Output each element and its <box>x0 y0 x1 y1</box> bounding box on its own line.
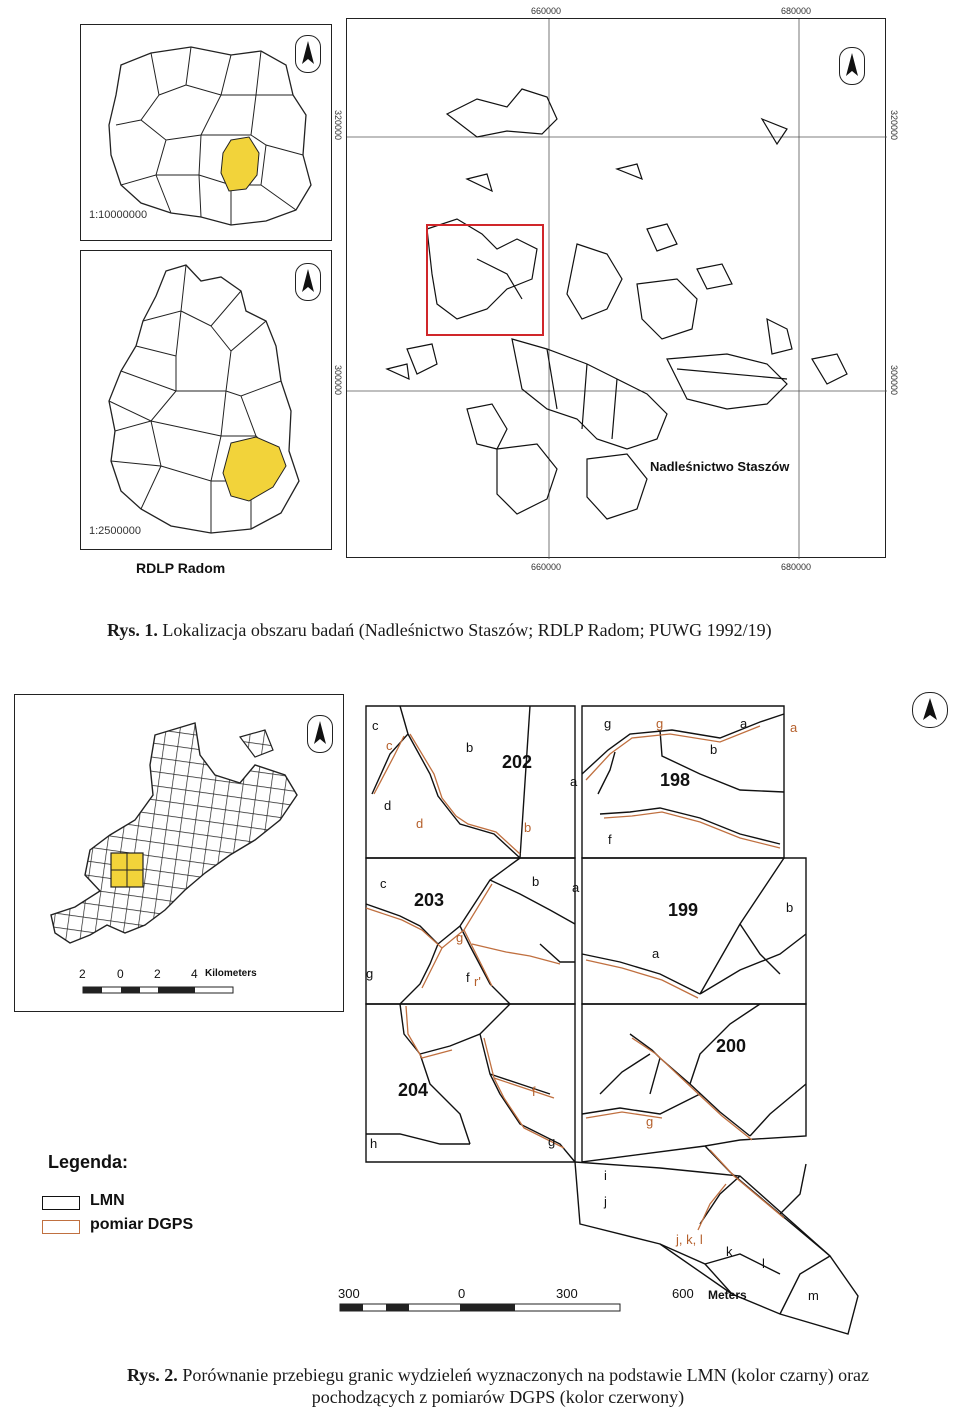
label-black: a <box>570 774 578 789</box>
coord-bottom-left: 660000 <box>531 562 562 572</box>
compartment-map <box>360 694 858 1338</box>
coord-side-left-lower: 300000 <box>333 365 343 396</box>
north-arrow-icon <box>839 47 865 85</box>
map-label: Nadleśnictwo Staszów <box>650 459 790 474</box>
coord-top-left: 660000 <box>531 6 562 16</box>
label-black: b <box>532 874 540 889</box>
label-black: h <box>370 1136 378 1151</box>
rdlp-scale: 1:2500000 <box>89 525 141 537</box>
inset-scale-label-3: 4 <box>191 967 198 981</box>
poland-inset-panel <box>80 24 332 241</box>
label-black: f <box>608 832 612 847</box>
staszow-map <box>347 19 887 559</box>
north-arrow-icon <box>295 35 321 73</box>
detail-scale-0: 0 <box>458 1286 466 1301</box>
label-black: b <box>466 740 474 755</box>
label-red: f <box>532 1084 536 1099</box>
label-black: a <box>652 946 660 961</box>
label-black: g <box>548 1134 556 1149</box>
label-black: b <box>710 742 718 757</box>
north-arrow-icon <box>307 715 333 753</box>
label-black: d <box>384 798 392 813</box>
highlight-region-rdlp <box>223 437 286 501</box>
compartment-map-panel <box>338 694 858 1338</box>
label-black: k <box>726 1244 733 1259</box>
figure2-caption-text-1: Porównanie przebiegu granic wydzieleń wyznaczonych na podstawie LMN (kolor czarny) oraz <box>182 1365 870 1385</box>
coord-side-left-upper: 320000 <box>333 110 343 141</box>
highlight-region-poland <box>221 137 259 191</box>
compartment-203: 203 <box>414 890 445 910</box>
label-black: i <box>604 1168 607 1183</box>
legend-label-lmn: LMN <box>90 1192 125 1209</box>
label-red: r' <box>474 974 481 989</box>
label-black: g <box>604 716 612 731</box>
rdlp-inset-panel <box>80 250 332 550</box>
compartment-204: 204 <box>398 1080 429 1100</box>
north-arrow-icon <box>295 263 321 301</box>
poland-scale: 1:10000000 <box>89 209 148 221</box>
detail-scale-300-left: 300 <box>338 1286 360 1301</box>
label-black: a <box>572 880 580 895</box>
label-red: d <box>416 816 424 831</box>
label-black: l <box>762 1256 765 1271</box>
figure1-caption <box>107 620 772 641</box>
label-black: f <box>466 970 470 985</box>
label-red: b <box>524 820 532 835</box>
coord-side-right-lower: 300000 <box>889 365 899 396</box>
detail-scale-bar <box>340 1304 620 1311</box>
figure2-caption-number: Rys. 2. <box>126 1365 178 1385</box>
figure1-caption-number: Rys. 1. <box>107 620 158 640</box>
rdlp-title: RDLP Radom <box>136 560 226 576</box>
label-red: j, k, l <box>676 1232 703 1247</box>
north-arrow-icon <box>912 692 948 728</box>
label-black: g <box>366 966 374 981</box>
overview-inset-panel <box>14 694 344 1012</box>
label-red: g <box>656 716 664 731</box>
inset-scale-label-unit: Kilometers <box>205 968 257 979</box>
label-red: c <box>386 738 393 753</box>
overview-map <box>15 695 345 1013</box>
inset-scale-label-1: 0 <box>117 967 124 981</box>
figure2-caption-line2: pochodzących z pomiarów DGPS (kolor czerwony) <box>311 1387 685 1407</box>
label-black: m <box>808 1288 819 1303</box>
label-black: j <box>604 1194 607 1209</box>
coord-top-right: 680000 <box>781 6 812 16</box>
legend <box>42 1152 262 1242</box>
legend-swatch-dgps <box>42 1220 80 1234</box>
coord-bottom-right: 680000 <box>781 562 812 572</box>
figure1-caption-text: Lokalizacja obszaru badań (Nadleśnictwo Staszów; RDLP Radom; PUWG 1992/19) <box>162 620 772 640</box>
figure2-caption-line1 <box>58 1364 938 1386</box>
compartment-199: 199 <box>668 900 699 920</box>
label-red: g <box>646 1114 654 1129</box>
label-red: g <box>456 930 464 945</box>
label-black: c <box>372 718 379 733</box>
detail-scale-unit: Meters <box>708 1288 747 1302</box>
label-black: c <box>380 876 387 891</box>
compartment-200: 200 <box>716 1036 747 1056</box>
inset-scale-label-2: 2 <box>154 967 161 981</box>
legend-label-dgps: pomiar DGPS <box>90 1216 194 1233</box>
staszow-map-panel <box>346 18 886 558</box>
label-black: b <box>786 900 794 915</box>
legend-swatch-lmn <box>42 1196 80 1210</box>
detail-scale-600: 600 <box>672 1286 694 1301</box>
compartment-198: 198 <box>660 770 691 790</box>
detail-scale-300: 300 <box>556 1286 578 1301</box>
label-black: a <box>740 716 748 731</box>
legend-title: Legenda: <box>48 1152 129 1172</box>
label-red: a <box>790 720 798 735</box>
inset-scale-label-0: 2 <box>79 967 86 981</box>
compartment-202: 202 <box>502 752 533 772</box>
coord-side-right-upper: 320000 <box>889 110 899 141</box>
figure2-caption <box>58 1364 938 1408</box>
